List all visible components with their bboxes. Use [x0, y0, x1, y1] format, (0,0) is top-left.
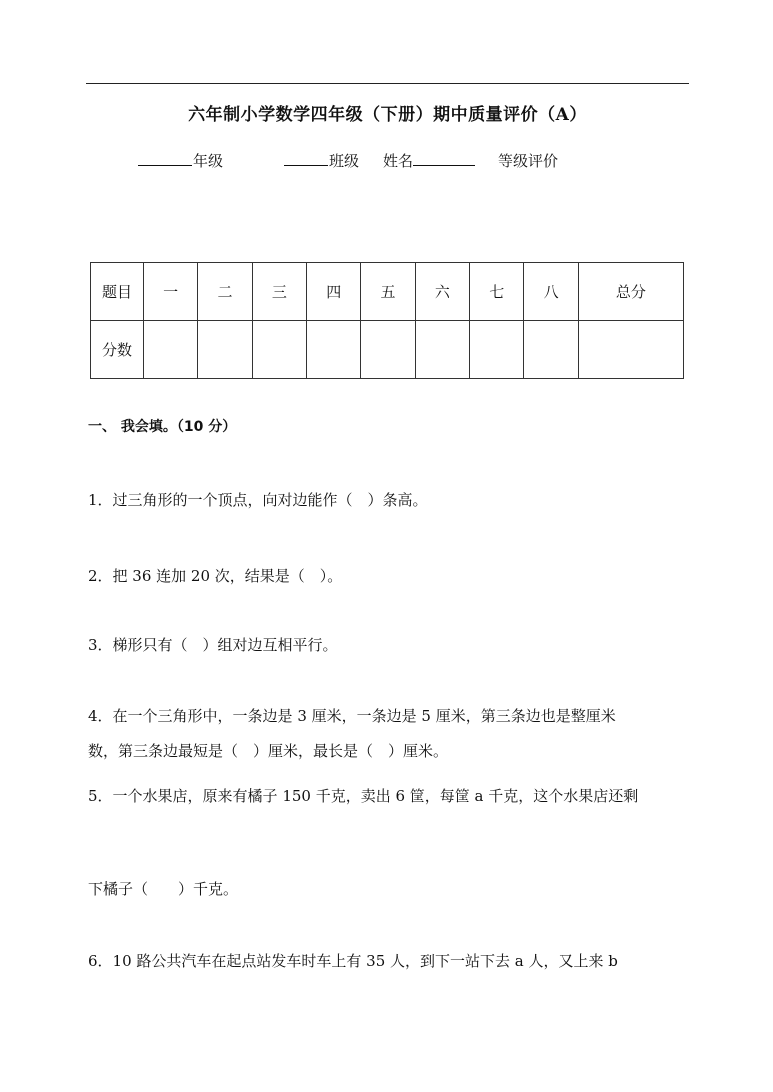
class-label: 班级 — [329, 152, 360, 170]
grade-blank[interactable] — [138, 151, 192, 166]
top-rule — [86, 83, 689, 84]
score-table — [90, 262, 684, 379]
score-cell[interactable] — [470, 321, 524, 379]
score-table-header-row — [91, 263, 684, 321]
rating-label: 等级评价 — [498, 152, 559, 170]
question-5-line-1: 5．一个水果店，原来有橘子 150 千克，卖出 6 筐，每筐 a 千克，这个水果店还剩 — [88, 787, 639, 805]
table-cell: 二 — [198, 263, 252, 321]
score-table-score-row — [91, 321, 684, 379]
table-cell: 六 — [415, 263, 469, 321]
grade-label: 年级 — [193, 152, 224, 170]
name-field — [383, 150, 475, 171]
question-4-line-1: 4．在一个三角形中，一条边是 3 厘米，一条边是 5 厘米，第三条边也是整厘米 — [88, 707, 616, 725]
score-cell[interactable] — [144, 321, 198, 379]
score-cell[interactable] — [252, 321, 306, 379]
question-6-line-1: 6．10 路公共汽车在起点站发车时车上有 35 人，到下一站下去 a 人，又上来 b — [88, 952, 618, 970]
score-cell[interactable] — [198, 321, 252, 379]
score-cell[interactable] — [578, 321, 683, 379]
page-title: 六年制小学数学四年级（下册）期中质量评价（A） — [188, 105, 587, 125]
class-blank[interactable] — [284, 151, 328, 166]
score-cell[interactable] — [524, 321, 578, 379]
class-field — [284, 150, 359, 171]
question-3: 3．梯形只有（ ）组对边互相平行。 — [88, 636, 338, 654]
score-cell[interactable] — [415, 321, 469, 379]
table-cell: 一 — [144, 263, 198, 321]
section-title: 一、 我会填。（10 分） — [88, 419, 237, 435]
score-cell[interactable] — [307, 321, 361, 379]
question-4-line-2: 数，第三条边最短是（ ）厘米，最长是（ ）厘米。 — [88, 742, 449, 760]
name-label: 姓名 — [383, 152, 414, 170]
question-2: 2．把 36 连加 20 次，结果是（ ）。 — [88, 567, 343, 585]
table-cell: 四 — [307, 263, 361, 321]
name-blank[interactable] — [413, 151, 475, 166]
question-1: 1．过三角形的一个顶点，向对边能作（ ）条高。 — [88, 491, 428, 509]
table-cell: 总分 — [578, 263, 683, 321]
table-cell: 七 — [470, 263, 524, 321]
table-cell: 三 — [252, 263, 306, 321]
score-cell[interactable] — [361, 321, 415, 379]
table-cell: 八 — [524, 263, 578, 321]
table-cell: 五 — [361, 263, 415, 321]
table-cell: 分数 — [91, 321, 144, 379]
question-5-line-2: 下橘子（ ）千克。 — [88, 880, 239, 898]
table-cell: 题目 — [91, 263, 144, 321]
grade-field — [138, 150, 223, 171]
